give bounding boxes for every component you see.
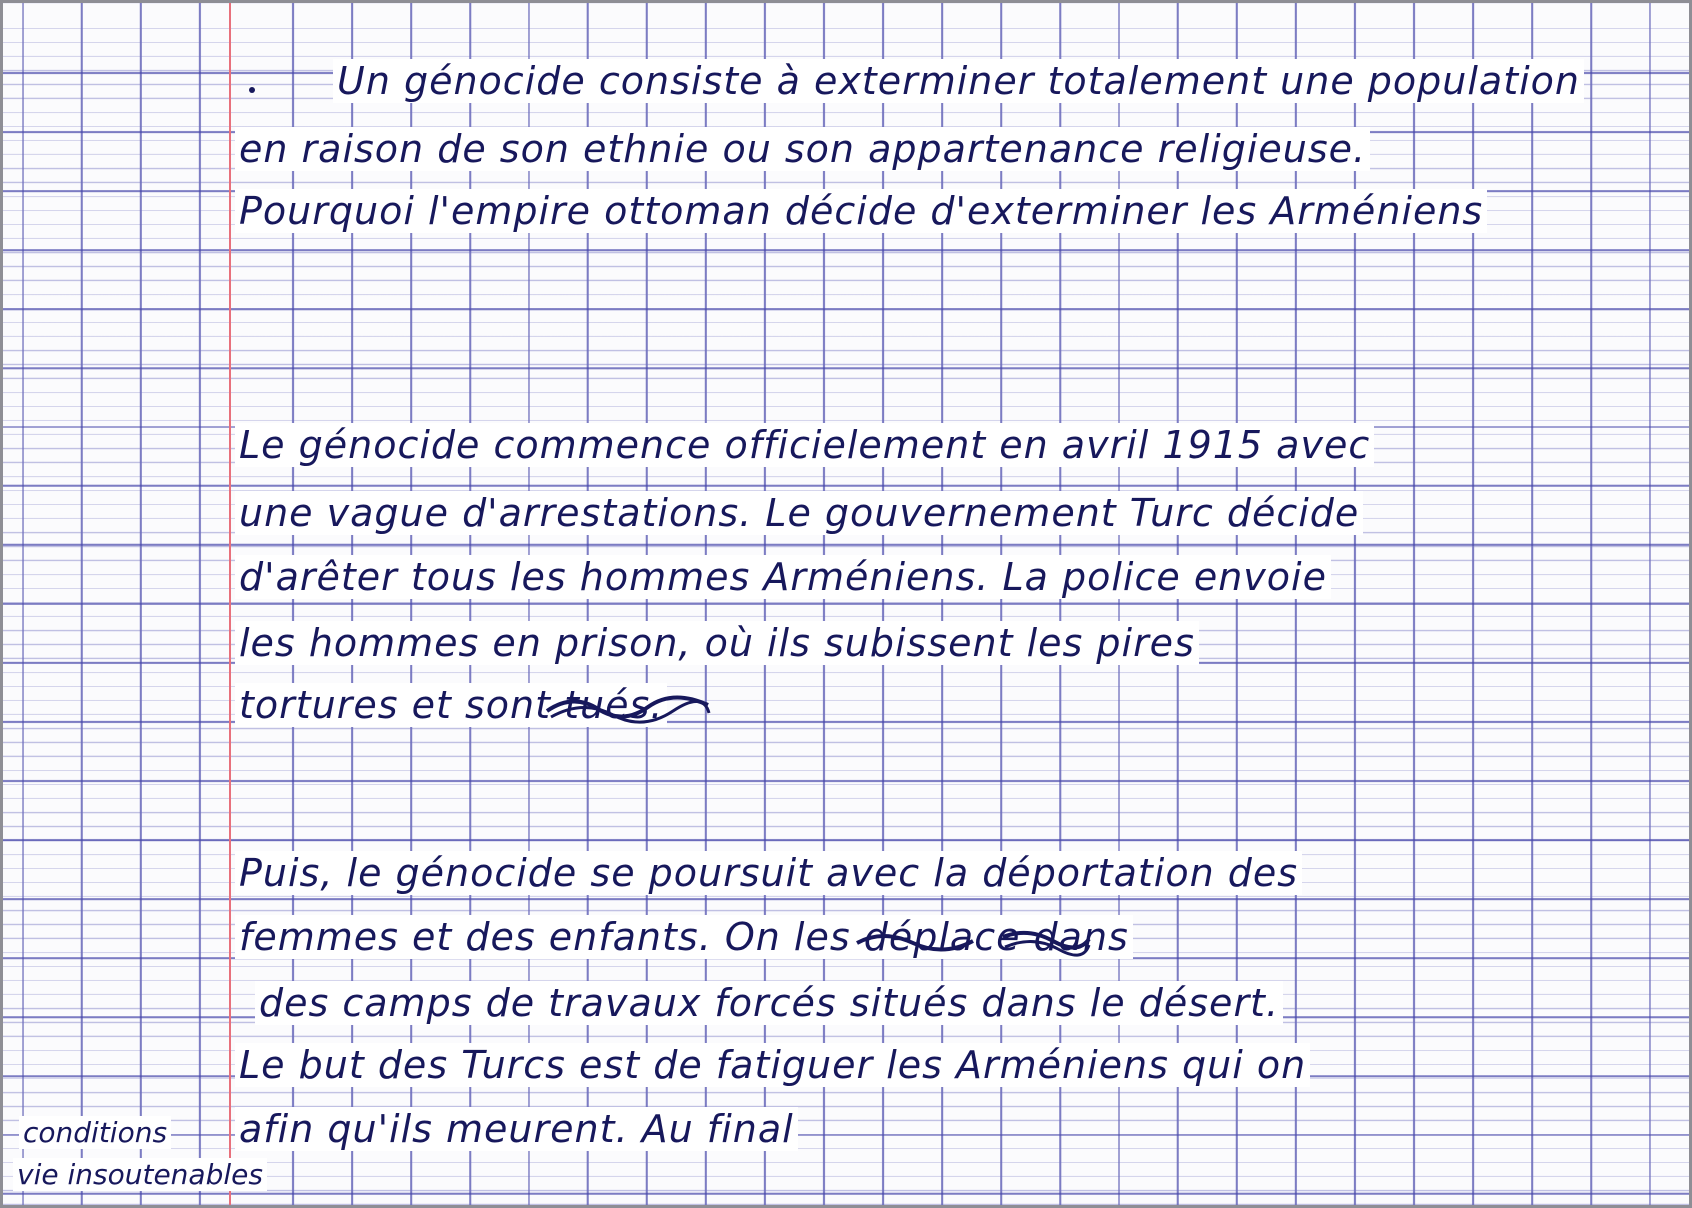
margin-note: conditions [19,1117,171,1149]
text-line: des camps de travaux forcés situés dans le désert. [255,981,1283,1025]
text-line: les hommes en prison, où ils subissent les pires [235,621,1199,665]
text-line: une vague d'arrestations. Le gouvernement Turc décide [235,491,1363,535]
crossed-out-word [853,921,1093,961]
text-line: Puis, le génocide se poursuit avec la déportation des [235,851,1302,895]
text-line: Un génocide consiste à exterminer totalement une population [333,59,1584,103]
crossed-out-word [543,687,713,727]
bullet-dot [249,87,255,93]
margin-note: vie insoutenables [13,1159,267,1191]
text-line: Pourquoi l'empire ottoman décide d'exterminer les Arméniens [235,189,1487,233]
text-line: Le but des Turcs est de fatiguer les Arméniens qui on [235,1043,1310,1087]
text-line: d'arêter tous les hommes Arméniens. La police envoie [235,555,1331,599]
margin-line [229,3,231,1208]
text-line: Le génocide commence officielement en avril 1915 avec [235,423,1374,467]
text-line: en raison de son ethnie ou son appartenance religieuse. [235,127,1370,171]
text-line: femmes et des enfants. On les déplace dans [235,915,1133,959]
text-line: afin qu'ils meurent. Au final [235,1107,798,1151]
text-line: tortures et sont tués. [235,683,667,727]
